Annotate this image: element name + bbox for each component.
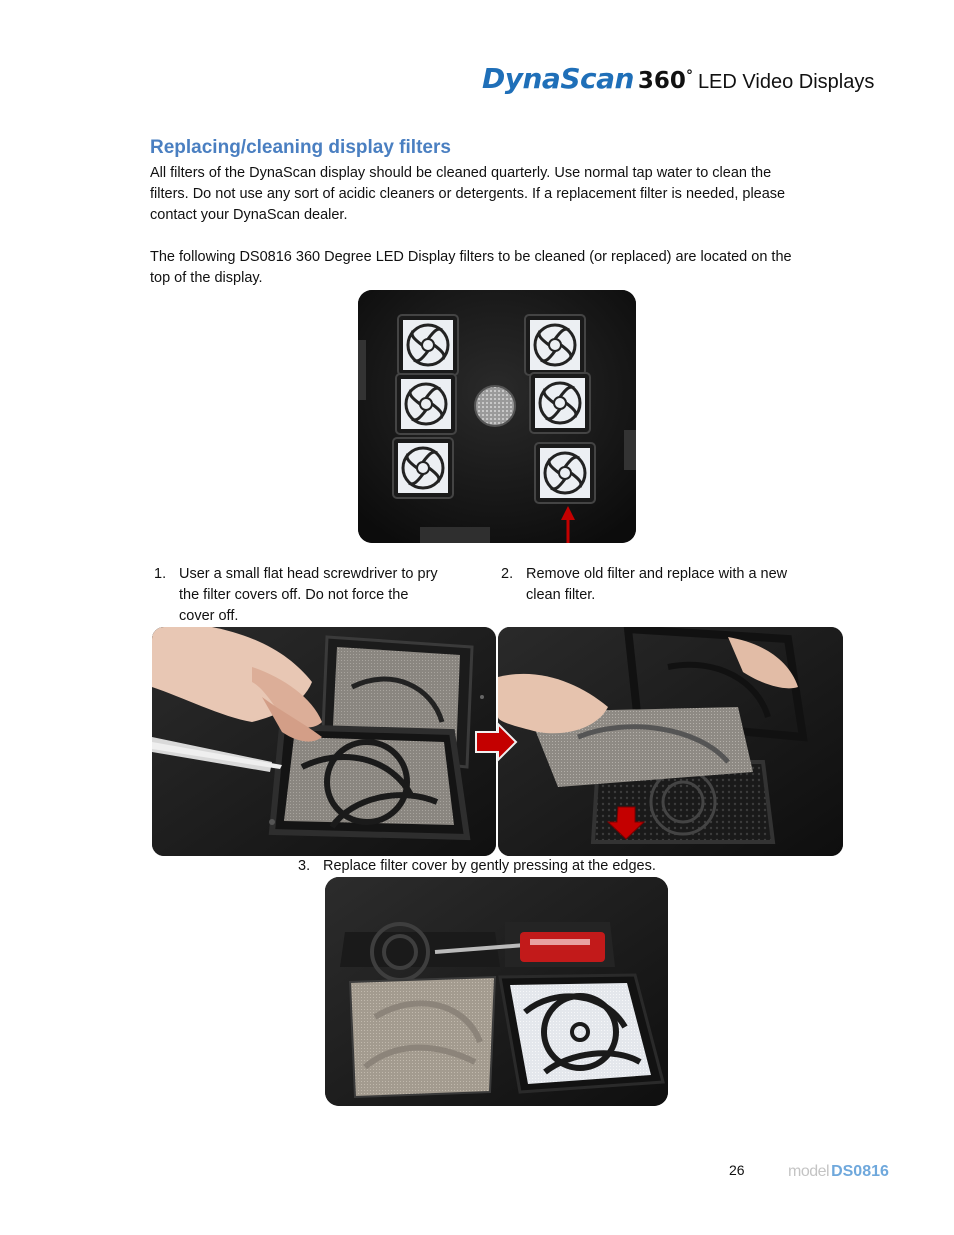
section-title: Replacing/cleaning display filters [150,137,451,158]
model-mark [788,1163,889,1181]
location-paragraph [150,247,850,289]
step-3 [298,856,718,878]
intro-line: contact your DynaScan dealer. [150,207,348,223]
step-text [323,856,656,877]
brand-number: 360° [637,68,693,94]
step-line: clean filter. [526,587,596,603]
step-number: 1. [154,566,167,582]
step-line: cover off. [179,608,239,624]
location-line: top of the display. [150,270,263,286]
brand-degree: ° [685,68,693,84]
step-line: Replace filter cover by gently pressing at the edges. [323,858,656,874]
step-1 [154,564,474,630]
step-number: 3. [298,858,311,874]
brand-logo [482,62,874,96]
step-number: 2. [501,566,514,582]
step-text [179,564,438,627]
step-line: the filter covers off. Do not force the [179,587,409,603]
location-line: The following DS0816 360 Degree LED Display filters to be cleaned (or replaced) are located on the [150,249,792,265]
model-word: model [788,1163,830,1180]
step-2 [501,564,831,608]
step-line: User a small flat head screwdriver to pry [179,566,438,582]
model-code: DS0816 [831,1163,889,1180]
intro-line: filters. Do not use any sort of acidic cleaners or detergents. If a replacement filter is needed, please [150,186,786,202]
step-text [526,564,787,606]
page-number: 26 [729,1162,745,1178]
intro-line: All filters of the DynaScan display should be cleaned quarterly. Use normal tap water to clean the [150,165,772,181]
pry-cover-photo [152,627,496,856]
replace-filter-photo [498,627,843,856]
intro-paragraph [150,163,850,226]
reinstalled-cover-photo [325,877,668,1106]
brand-name: DynaScan [482,62,634,95]
step-line: Remove old filter and replace with a new [526,566,788,582]
brand-tagline: LED Video Displays [697,71,875,93]
filters-top-view-photo [358,290,636,543]
next-step-arrow-icon [474,722,518,762]
